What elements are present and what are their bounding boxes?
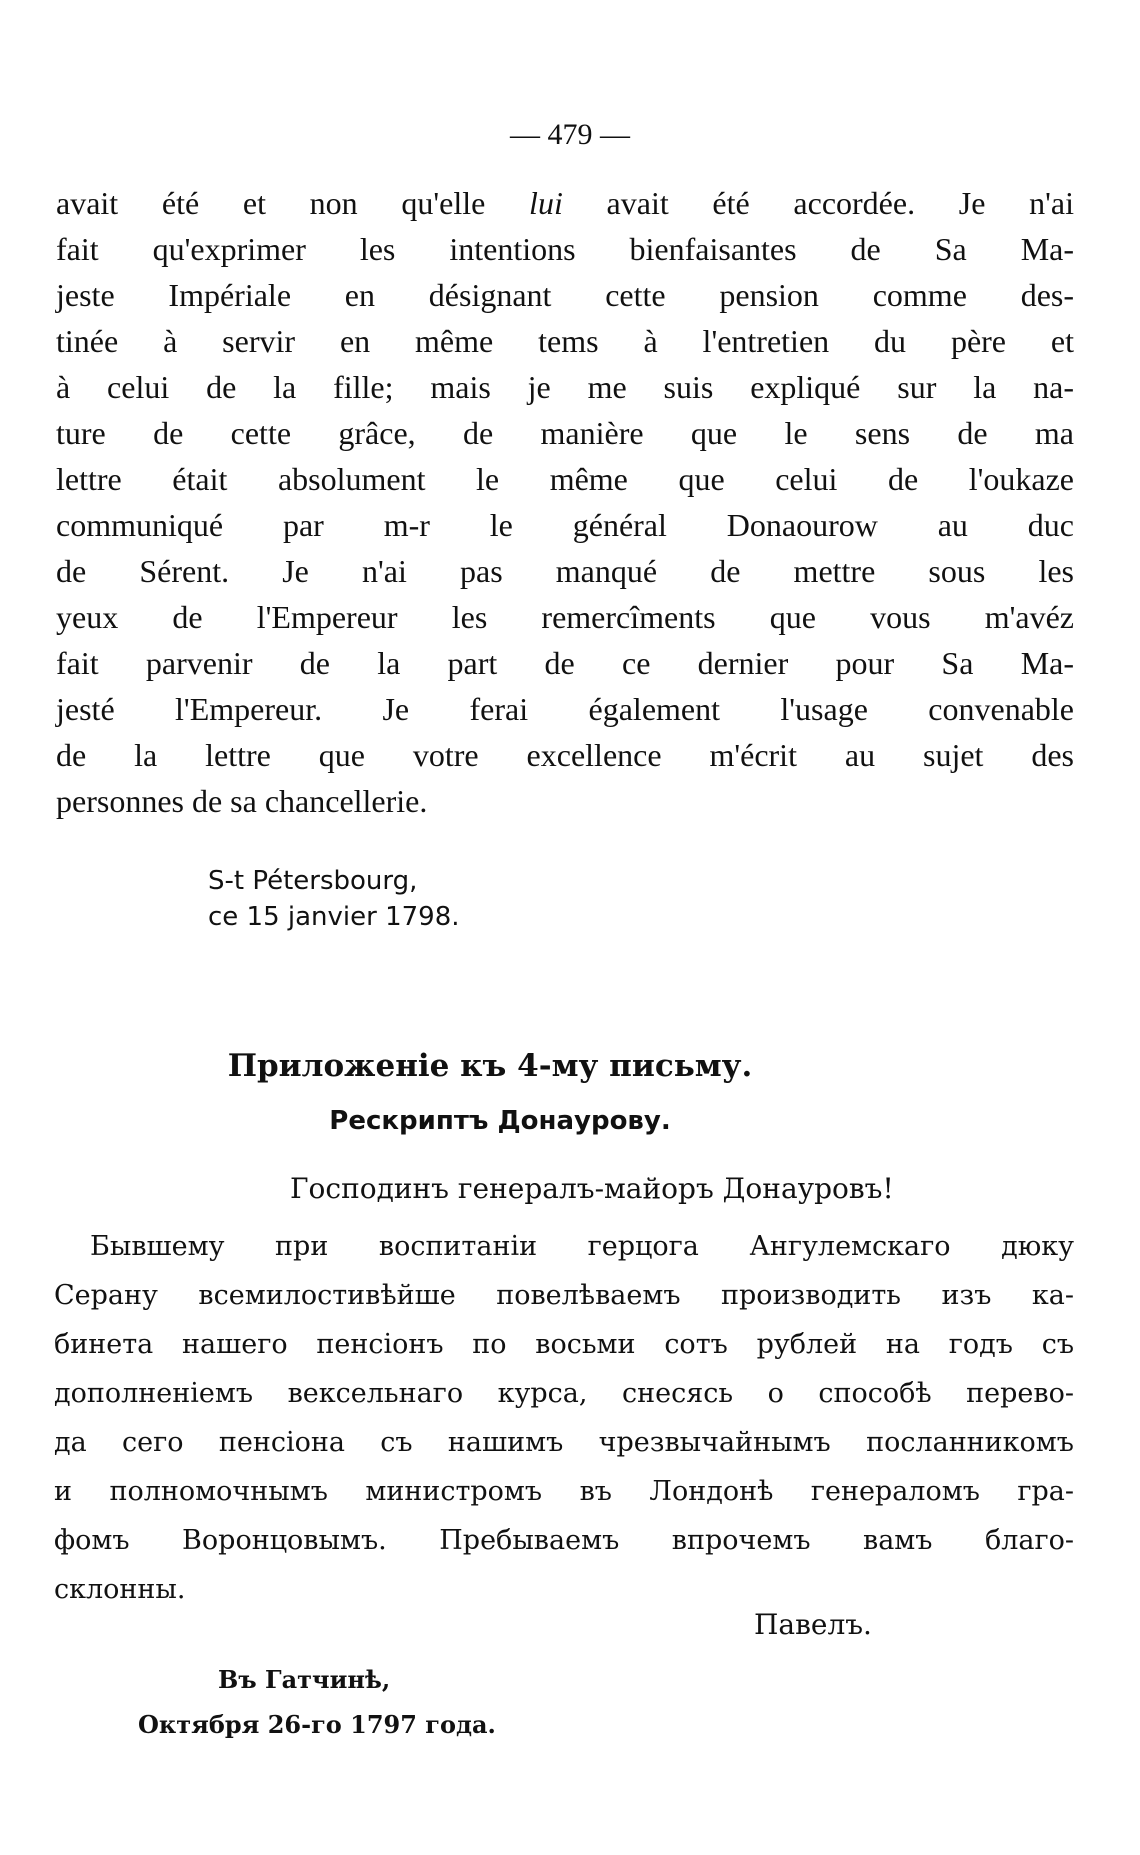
text-line: да сего пенсіона съ нашимъ чрезвычайнымъ посланникомъ [54,1427,1074,1458]
text-line: фомъ Воронцовымъ. Пребываемъ впрочемъ вамъ благо- [54,1525,1074,1556]
closing-place: Въ Гатчинѣ, [218,1665,391,1694]
text-line: tinée à servir en même tems à l'entretien du père et [56,323,1074,359]
text-line: Серану всемилостивѣйше повелѣваемъ производить изъ ка- [54,1280,1074,1311]
text-line: yeux de l'Empereur les remercîments que vous m'avéz [56,599,1074,635]
text-line: personnes de sa chancellerie. [56,783,428,819]
text-line: ture de cette grâce, de manière que le sens de ma [56,415,1074,451]
text-line: склонны. [54,1574,186,1605]
letter-date: ce 15 janvier 1798. [208,902,460,932]
french-letter-body [56,180,1074,824]
appendix-title: Приложеніе къ 4-му письму. [227,1048,753,1084]
text-line: communiqué par m-r le général Donaourow au duc [56,507,1074,543]
page-number: — 479 — [510,118,630,151]
text-line: à celui de la fille; mais je me suis expliqué sur la na- [56,369,1074,405]
letter-place: S-t Pétersbourg, [208,866,418,896]
rescript-title: Рескриптъ Донаурову. [329,1106,671,1136]
text-line: jesté l'Empereur. Je ferai également l'usage convenable [56,691,1074,727]
text-line: бинета нашего пенсіонъ по восьми сотъ рублей на годъ съ [54,1329,1074,1360]
text-line: fait parvenir de la part de ce dernier pour Sa Ma- [56,645,1074,681]
salutation: Господинъ генералъ-майоръ Донауровъ! [290,1172,894,1205]
signature: Павелъ. [754,1608,872,1641]
text-line: и полномочнымъ министромъ въ Лондонѣ генераломъ гра- [54,1476,1074,1507]
text-line: lettre était absolument le même que celui de l'oukaze [56,461,1074,497]
text-line: дополненіемъ вексельнаго курса, снесясь о способѣ перево- [54,1378,1074,1409]
rescript-body [54,1222,1074,1614]
text-line: jeste Impériale en désignant cette pension comme des- [56,277,1074,313]
text-line: fait qu'exprimer les intentions bienfaisantes de Sa Ma- [56,231,1074,267]
text-line: Бывшему при воспитаніи герцога Ангулемскаго дюку [90,1231,1074,1262]
closing-date: Октября 26-го 1797 года. [138,1710,496,1739]
text-line: avait été et non qu'elle lui avait été accordée. Je n'ai [56,185,1075,221]
text-line: de Sérent. Je n'ai pas manqué de mettre sous les [56,553,1074,589]
text-line: de la lettre que votre excellence m'écrit au sujet des [56,737,1074,773]
